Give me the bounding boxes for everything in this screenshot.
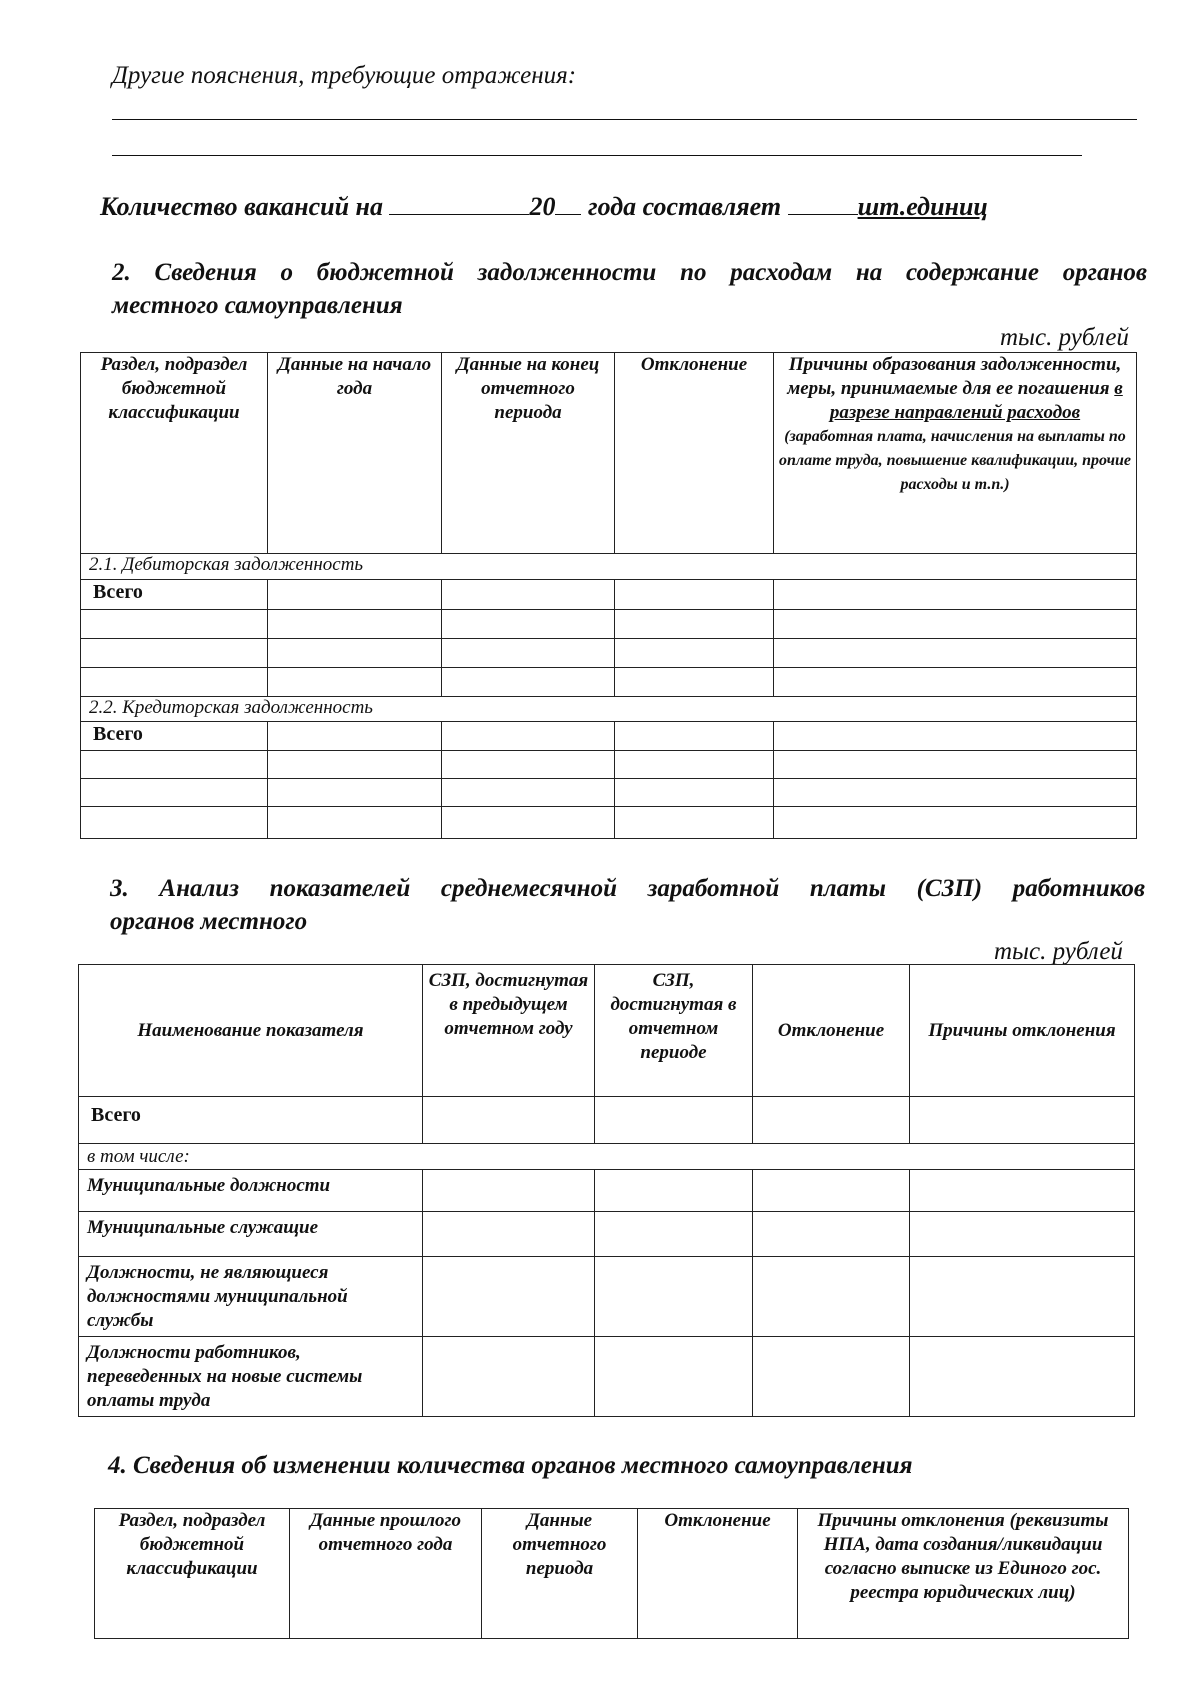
table-cell (442, 722, 615, 751)
section4-title: 4. Сведения об изменении количества органов местного самоуправления (108, 1452, 913, 1479)
table-header-row (81, 353, 1137, 554)
vacancies-unit: шт.единиц (857, 192, 988, 221)
vacancies-line (100, 192, 988, 222)
salary-analysis-table (78, 964, 1135, 1417)
credit-section-row (81, 697, 1137, 722)
table-cell (81, 639, 268, 668)
other-explanations-label: Другие пояснения, требующие отражения: (112, 62, 577, 89)
section3-title-line2: органов местного (110, 908, 308, 935)
table-cell (774, 610, 1137, 639)
table-cell (423, 1337, 595, 1417)
header-deviation: Отклонение (638, 1509, 798, 1639)
header-debt-reasons (774, 353, 1137, 554)
section2-title-line1: 2. Сведения о бюджетной задолженности по расходам на содержание органов (112, 259, 1147, 286)
table-cell (81, 751, 268, 779)
table-cell (615, 779, 774, 807)
section2-title (112, 256, 1147, 322)
table-cell (753, 1097, 910, 1144)
table-cell (774, 751, 1137, 779)
table-cell (81, 807, 268, 839)
table-row (79, 1097, 1135, 1144)
table-row (79, 1212, 1135, 1257)
table-cell (774, 580, 1137, 610)
table-cell (268, 751, 442, 779)
vacancies-text-before: Количество вакансий на (100, 192, 383, 221)
table-row (79, 1337, 1135, 1417)
table-cell (81, 779, 268, 807)
table-cell (753, 1170, 910, 1212)
table-cell (753, 1257, 910, 1337)
table-cell (442, 668, 615, 697)
vacancies-date-blank (389, 192, 529, 215)
debit-total-label: Всего (81, 580, 268, 610)
row-label-municipal-positions: Муниципальные должности (79, 1170, 423, 1212)
table-cell (595, 1097, 753, 1144)
table-cell (615, 751, 774, 779)
table-row (81, 580, 1137, 610)
table-cell (268, 722, 442, 751)
budget-debt-table (80, 352, 1137, 839)
credit-section-label: 2.2. Кредиторская задолженность (81, 697, 1137, 722)
salary-total-label: Всего (79, 1097, 423, 1144)
header-debt-reasons-main: Причины образования задолженности, меры, принимаемые для ее погашения (787, 354, 1122, 399)
table-cell (910, 1212, 1135, 1257)
header-start-of-year: Данные на начало года (268, 353, 442, 554)
table-cell (774, 807, 1137, 839)
table-cell (595, 1257, 753, 1337)
table-row (79, 1170, 1135, 1212)
table-cell (268, 580, 442, 610)
table-cell (753, 1337, 910, 1417)
explanation-line-2 (112, 155, 1082, 156)
section2-title-line2: местного самоуправления (112, 292, 403, 319)
table-cell (753, 1212, 910, 1257)
table-cell (442, 779, 615, 807)
table-row (81, 639, 1137, 668)
vacancies-year-blank (555, 192, 581, 215)
table-header-row (79, 965, 1135, 1097)
table-cell (442, 580, 615, 610)
table-cell (268, 639, 442, 668)
header-debt-reasons-underlined: в разрезе направлений расходов (829, 378, 1123, 423)
vacancies-count-blank (788, 192, 858, 215)
table-cell (268, 668, 442, 697)
table-cell (268, 807, 442, 839)
table-cell (268, 779, 442, 807)
header-deviation-reasons: Причины отклонения (реквизиты НПА, дата создания/ликвидации согласно выписке из Единого гос. реестра юридических лиц) (798, 1509, 1129, 1639)
table-cell (423, 1170, 595, 1212)
table-cell (774, 668, 1137, 697)
header-previous-year-data: Данные прошлого отчетного года (290, 1509, 482, 1639)
table-cell (910, 1337, 1135, 1417)
table-cell (595, 1212, 753, 1257)
section3-title (110, 872, 1145, 938)
header-deviation-reasons: Причины отклонения (910, 965, 1135, 1097)
table-row (81, 610, 1137, 639)
table-cell (615, 722, 774, 751)
section3-title-line1: 3. Анализ показателей среднемесячной заработной платы (СЗП) работников (110, 875, 1145, 902)
table-cell (615, 610, 774, 639)
row-label-non-municipal-service: Должности, не являющиеся должностями муниципальной службы (79, 1257, 423, 1337)
table-row (81, 722, 1137, 751)
header-debt-reasons-note: (заработная плата, начисления на выплаты по оплате труда, повышение квалификации, прочие расходы и т.п.) (778, 428, 1132, 493)
table-cell (595, 1170, 753, 1212)
table-cell (423, 1257, 595, 1337)
table-cell (615, 807, 774, 839)
header-deviation: Отклонение (753, 965, 910, 1097)
table-cell (81, 610, 268, 639)
header-end-of-period: Данные на конец отчетного периода (442, 353, 615, 554)
table-row (81, 779, 1137, 807)
debit-section-label: 2.1. Дебиторская задолженность (81, 554, 1137, 580)
table-cell (910, 1097, 1135, 1144)
section2-unit: тыс. рублей (1000, 324, 1129, 351)
header-indicator-name: Наименование показателя (79, 965, 423, 1097)
table-cell (615, 580, 774, 610)
header-salary-current-period: СЗП, достигнутая в отчетном периоде (595, 965, 753, 1097)
table-cell (442, 751, 615, 779)
table-row (81, 807, 1137, 839)
row-label-new-pay-systems: Должности работников, переведенных на новые системы оплаты труда (79, 1337, 423, 1417)
table-cell (423, 1097, 595, 1144)
table-header-row (95, 1509, 1129, 1639)
table-cell (442, 639, 615, 668)
table-cell (81, 668, 268, 697)
header-deviation: Отклонение (615, 353, 774, 554)
section3-unit: тыс. рублей (994, 938, 1123, 965)
row-label-municipal-employees: Муниципальные служащие (79, 1212, 423, 1257)
including-label: в том числе: (79, 1144, 1135, 1170)
table-cell (910, 1257, 1135, 1337)
table-cell (774, 639, 1137, 668)
header-current-period-data: Данные отчетного периода (482, 1509, 638, 1639)
including-row (79, 1144, 1135, 1170)
table-row (81, 668, 1137, 697)
table-row (81, 751, 1137, 779)
header-budget-classification: Раздел, подраздел бюджетной классификации (95, 1509, 290, 1639)
header-budget-classification: Раздел, подраздел бюджетной классификации (81, 353, 268, 554)
table-cell (442, 610, 615, 639)
credit-total-label: Всего (81, 722, 268, 751)
explanation-line-1 (112, 119, 1137, 120)
debit-section-row (81, 554, 1137, 580)
government-bodies-table (94, 1508, 1129, 1639)
table-row (79, 1257, 1135, 1337)
table-cell (774, 779, 1137, 807)
vacancies-year-prefix: 20 (529, 192, 556, 221)
table-cell (442, 807, 615, 839)
header-salary-previous-year: СЗП, достигнутая в предыдущем отчетном году (423, 965, 595, 1097)
table-cell (595, 1337, 753, 1417)
table-cell (615, 639, 774, 668)
vacancies-text-middle: года составляет (587, 192, 782, 221)
table-cell (910, 1170, 1135, 1212)
table-cell (774, 722, 1137, 751)
table-cell (268, 610, 442, 639)
table-cell (615, 668, 774, 697)
table-cell (423, 1212, 595, 1257)
